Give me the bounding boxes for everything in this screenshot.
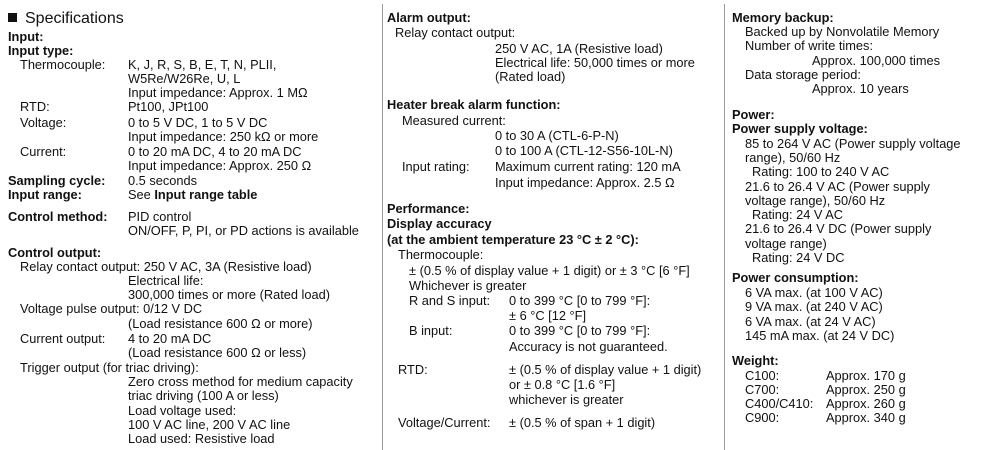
consumption-line-2: 9 VA max. (at 240 V AC) [745, 299, 883, 314]
weight-model-c400: C400/C410: [745, 396, 814, 411]
rs-input-1: 0 to 399 °C [0 to 799 °F]: [509, 293, 651, 308]
alarm-rating: 250 V AC, 1A (Resistive load) [495, 41, 663, 56]
memory-line-4: Data storage period: [745, 67, 861, 82]
supply-line-5: voltage range), 50/60 Hz [745, 193, 886, 208]
perf-thermocouple-label: Thermocouple: [398, 247, 484, 262]
square-bullet-icon [8, 13, 17, 22]
current-output-label: Current output: [20, 331, 106, 346]
performance-heading: Performance: [387, 201, 470, 216]
input-heading: Input: [8, 29, 44, 44]
memory-backup-heading: Memory backup: [732, 10, 834, 25]
section-title: Specifications [8, 10, 124, 28]
column-divider-1 [382, 4, 383, 450]
perf-rtd-label: RTD: [398, 362, 428, 377]
weight-value-c400: Approx. 260 g [826, 396, 906, 411]
input-type-heading: Input type: [8, 43, 74, 58]
power-supply-heading: Power supply voltage: [732, 121, 868, 136]
supply-line-9: Rating: 24 V DC [752, 250, 845, 265]
current-value: 0 to 20 mA DC, 4 to 20 mA DC [128, 144, 302, 159]
thermocouple-label: Thermocouple: [20, 57, 106, 72]
measured-current-label: Measured current: [402, 113, 506, 128]
alarm-output-heading: Alarm output: [387, 10, 471, 25]
current-output-value: 4 to 20 mA DC [128, 331, 212, 346]
consumption-line-1: 6 VA max. (at 100 V AC) [745, 285, 883, 300]
heater-break-heading: Heater break alarm function: [387, 97, 561, 112]
current-impedance: Input impedance: Approx. 250 Ω [128, 158, 312, 173]
display-accuracy-heading: Display accuracy [387, 216, 492, 231]
input-rating-2: Input impedance: Approx. 2.5 Ω [495, 175, 675, 190]
memory-line-1: Backed up by Nonvolatile Memory [745, 24, 940, 39]
rtd-label: RTD: [20, 99, 50, 114]
perf-thermocouple-2: Whichever is greater [409, 278, 527, 293]
perf-thermocouple-1: ± (0.5 % of display value + 1 digit) or ± 3 °C [6 °F] [409, 263, 690, 278]
b-input-label: B input: [409, 323, 453, 338]
b-input-1: 0 to 399 °C [0 to 799 °F]: [509, 323, 651, 338]
trigger-line-4: 100 V AC line, 200 V AC line [128, 417, 291, 432]
rtd-value: Pt100, JPt100 [128, 99, 209, 114]
voltage-value: 0 to 5 V DC, 1 to 5 V DC [128, 115, 268, 130]
memory-line-3: Approx. 100,000 times [812, 53, 941, 68]
voltage-pulse-output: Voltage pulse output: 0/12 V DC [20, 301, 203, 316]
power-heading: Power: [732, 107, 775, 122]
voltage-current-value: ± (0.5 % of span + 1 digit) [509, 415, 656, 430]
input-rating-label: Input rating: [402, 159, 470, 174]
trigger-line-3: Load voltage used: [128, 403, 237, 418]
perf-rtd-1: ± (0.5 % of display value + 1 digit) [509, 362, 702, 377]
b-input-2: Accuracy is not guaranteed. [509, 339, 668, 354]
input-range-table-ref: Input range table [154, 187, 258, 202]
relay-times: 300,000 times or more (Rated load) [128, 287, 331, 302]
trigger-line-5: Load used: Resistive load [128, 431, 275, 446]
thermocouple-impedance: Input impedance: Approx. 1 MΩ [128, 85, 308, 100]
supply-line-2: range), 50/60 Hz [745, 150, 841, 165]
memory-line-5: Approx. 10 years [812, 81, 909, 96]
current-label: Current: [20, 144, 67, 159]
alarm-relay-contact: Relay contact output: [395, 25, 516, 40]
voltage-current-label: Voltage/Current: [398, 415, 491, 430]
column-divider-2 [724, 4, 725, 450]
consumption-line-3: 6 VA max. (at 24 V AC) [745, 314, 876, 329]
sampling-value: 0.5 seconds [128, 173, 198, 188]
alarm-electrical-life: Electrical life: 50,000 times or more [495, 55, 695, 70]
supply-line-4: 21.6 to 26.4 V AC (Power supply [745, 179, 930, 194]
trigger-line-1: Zero cross method for medium capacity [128, 374, 353, 389]
weight-heading: Weight: [732, 353, 779, 368]
supply-line-7: 21.6 to 26.4 V DC (Power supply [745, 221, 932, 236]
sampling-label: Sampling cycle: [8, 173, 106, 188]
rs-input-label: R and S input: [409, 293, 491, 308]
voltage-label: Voltage: [20, 115, 67, 130]
consumption-line-4: 145 mA max. (at 24 V DC) [745, 328, 895, 343]
supply-line-6: Rating: 24 V AC [752, 207, 844, 222]
trigger-output: Trigger output (for triac driving): [20, 360, 199, 375]
control-output-heading: Control output: [8, 245, 102, 260]
thermocouple-value-1: K, J, R, S, B, E, T, N, PLII, [128, 57, 277, 72]
voltage-pulse-resistance: (Load resistance 600 Ω or more) [128, 316, 313, 331]
ambient-temperature: (at the ambient temperature 23 °C ± 2 °C): [387, 232, 639, 247]
input-range-label: Input range: [8, 187, 82, 202]
control-method-label: Control method: [8, 209, 108, 224]
control-method-value-2: ON/OFF, P, PI, or PD actions is available [128, 223, 359, 238]
weight-value-c100: Approx. 170 g [826, 368, 906, 383]
measured-current-2: 0 to 100 A (CTL-12-S56-10L-N) [495, 143, 673, 158]
trigger-line-2: triac driving (100 A or less) [128, 388, 279, 403]
perf-rtd-3: whichever is greater [509, 392, 624, 407]
input-rating-1: Maximum current rating: 120 mA [495, 159, 681, 174]
relay-contact-output: Relay contact output: 250 V AC, 3A (Resistive load) [20, 259, 312, 274]
weight-model-c900: C900: [745, 410, 780, 425]
supply-line-3: Rating: 100 to 240 V AC [752, 164, 890, 179]
power-consumption-heading: Power consumption: [732, 270, 859, 285]
supply-line-1: 85 to 264 V AC (Power supply voltage [745, 136, 961, 151]
weight-model-c700: C700: [745, 382, 780, 397]
weight-value-c900: Approx. 340 g [826, 410, 906, 425]
perf-rtd-2: or ± 0.8 °C [1.6 °F] [509, 377, 616, 392]
supply-line-8: voltage range) [745, 236, 827, 251]
alarm-rated-load: (Rated load) [495, 69, 566, 84]
input-range-value: See Input range table [128, 187, 258, 202]
current-output-resistance: (Load resistance 600 Ω or less) [128, 345, 307, 360]
weight-value-c700: Approx. 250 g [826, 382, 906, 397]
relay-electrical-life: Electrical life: [128, 273, 204, 288]
voltage-impedance: Input impedance: 250 kΩ or more [128, 129, 319, 144]
memory-line-2: Number of write times: [745, 38, 874, 53]
weight-model-c100: C100: [745, 368, 780, 383]
thermocouple-value-2: W5Re/W26Re, U, L [128, 71, 241, 86]
control-method-value-1: PID control [128, 209, 192, 224]
rs-input-2: ± 6 °C [12 °F] [509, 308, 587, 323]
measured-current-1: 0 to 30 A (CTL-6-P-N) [495, 128, 619, 143]
